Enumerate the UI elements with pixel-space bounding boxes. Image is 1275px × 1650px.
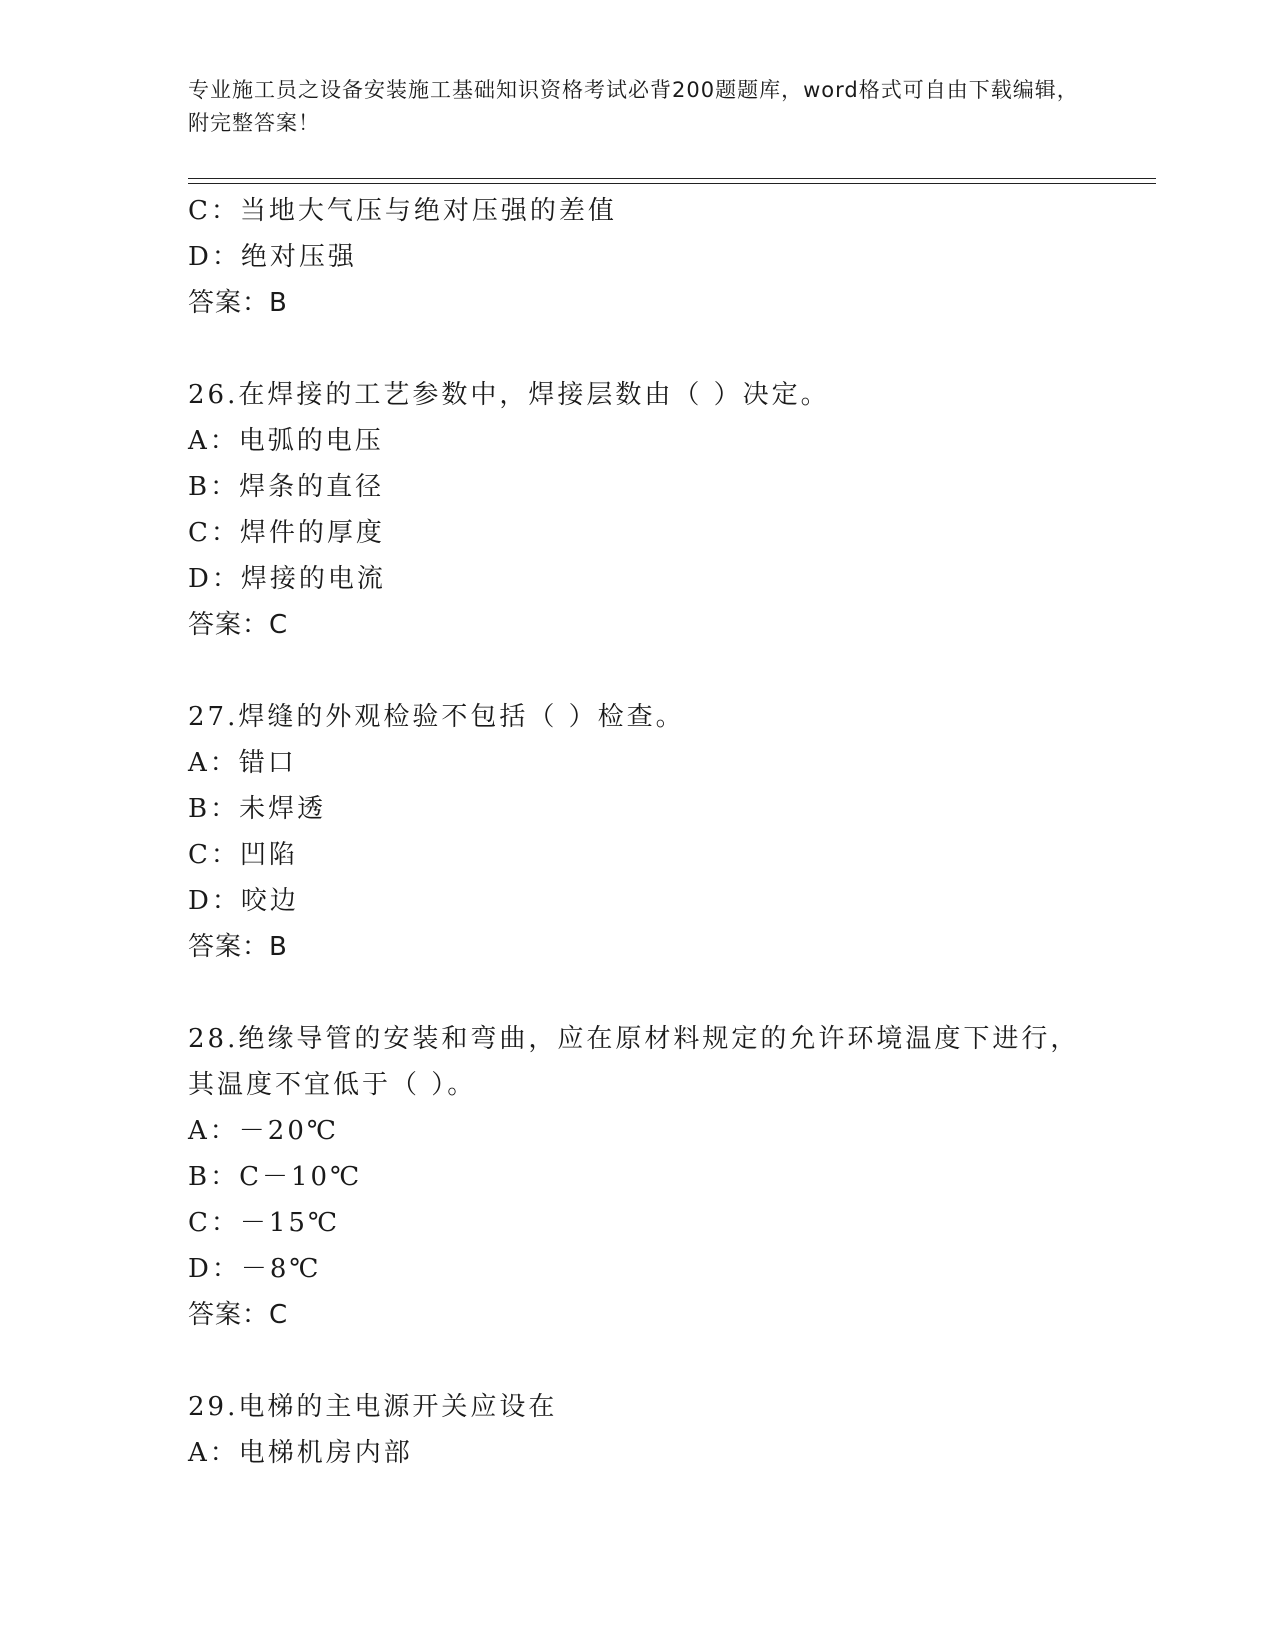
header-rule-top [188, 178, 1156, 179]
option-b: B：C－10℃ [188, 1162, 363, 1192]
answer-line: 答案：C [188, 610, 289, 640]
option-a: A：电梯机房内部 [188, 1438, 413, 1468]
question-stem: 27.焊缝的外观检验不包括（ ）检查。 [188, 702, 685, 732]
option-d: D：绝对压强 [188, 242, 357, 272]
question-block-29 [188, 1384, 1088, 1476]
option-d: D：－8℃ [188, 1254, 322, 1284]
option-c: C：－15℃ [188, 1208, 341, 1238]
spacer [188, 970, 1088, 1016]
answer-line: 答案：B [188, 288, 288, 318]
option-b: B：未焊透 [188, 794, 327, 824]
question-block-27 [188, 694, 1088, 970]
option-d: D：咬边 [188, 886, 299, 916]
document-header: 专业施工员之设备安装施工基础知识资格考试必背200题题库，word格式可自由下载编辑，附完整答案！ [188, 78, 1079, 135]
question-stem: 26.在焊接的工艺参数中，焊接层数由（ ）决定。 [188, 380, 830, 410]
answer-line: 答案：C [188, 1300, 289, 1330]
option-b: B：焊条的直径 [188, 472, 385, 502]
option-a: A：－20℃ [188, 1116, 339, 1146]
option-c: C：凹陷 [188, 840, 298, 870]
option-c: C：当地大气压与绝对压强的差值 [188, 196, 617, 226]
option-d: D：焊接的电流 [188, 564, 386, 594]
question-block-prev [188, 188, 1088, 326]
spacer [188, 326, 1088, 372]
question-stem: 29.电梯的主电源开关应设在 [188, 1392, 558, 1422]
spacer [188, 1338, 1088, 1384]
question-stem-line-1: 28.绝缘导管的安装和弯曲，应在原材料规定的允许环境温度下进行， [188, 1024, 1080, 1054]
header-rule-bottom [188, 183, 1156, 184]
option-c: C：焊件的厚度 [188, 518, 385, 548]
question-stem-line-2: 其温度不宜低于（ ）。 [188, 1070, 477, 1100]
question-block-28 [188, 1016, 1088, 1338]
question-list [188, 188, 1088, 1476]
option-a: A：错口 [188, 748, 297, 778]
spacer [188, 648, 1088, 694]
option-a: A：电弧的电压 [188, 426, 384, 456]
question-block-26 [188, 372, 1088, 648]
answer-line: 答案：B [188, 932, 288, 962]
